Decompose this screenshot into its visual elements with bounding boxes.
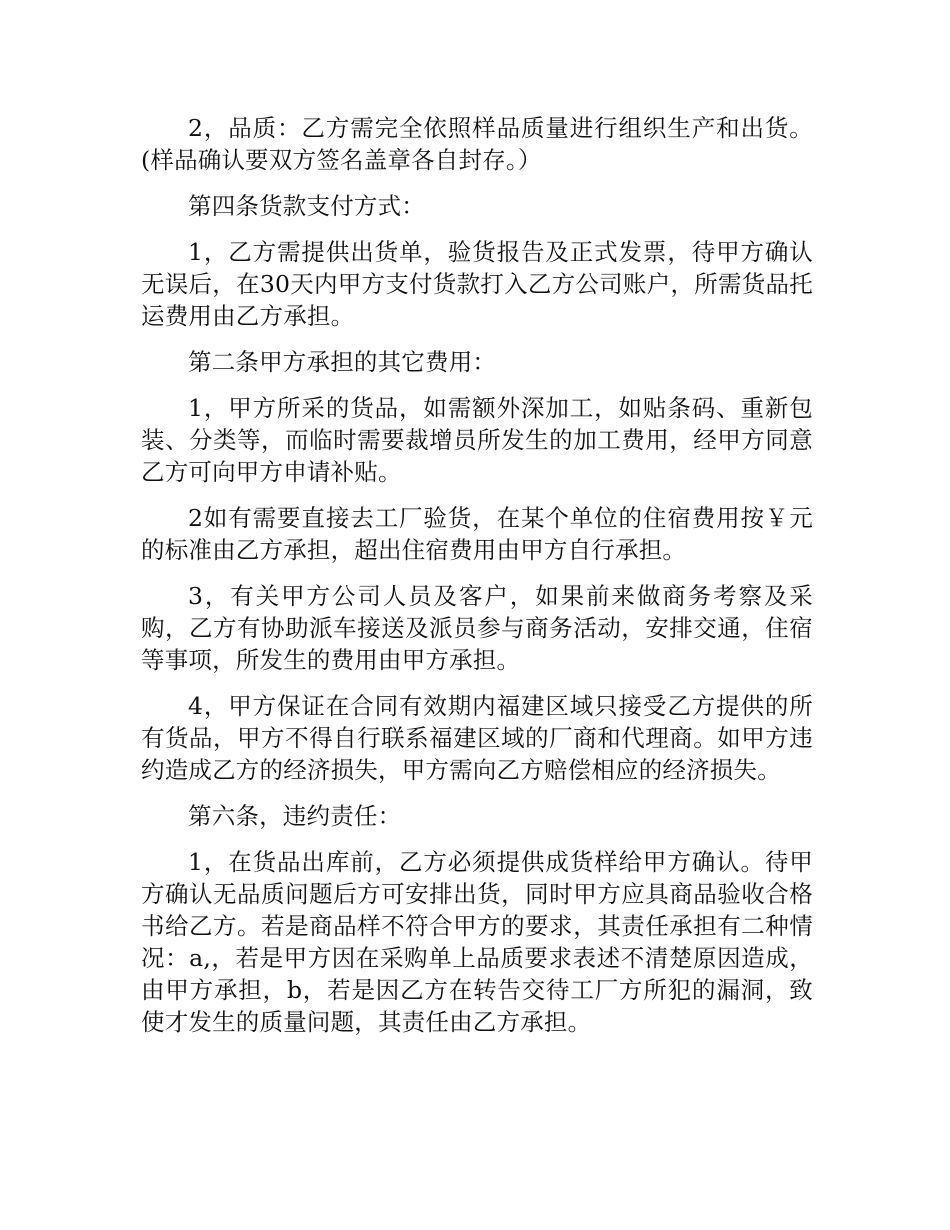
paragraph-liability-clause-1: 1，在货品出库前，乙方必须提供成货样给甲方确认。待甲方确认无品质问题后方可安排出货，同时甲方应具商品验收合格书给乙方。若是商品样不符合甲方的要求，其责任承担有二种情况：a,，若是甲方因在采购单上品质要求表述不清楚原因造成，由甲方承担，b，若是因乙方在转告交待工厂方所犯的漏洞，致使才发生的质量问题，其责任由乙方承担。: [141, 848, 813, 1036]
paragraph-costs-clause-2: 2如有需要直接去工厂验货，在某个单位的住宿费用按￥元的标准由乙方承担，超出住宿费用由甲方自行承担。: [141, 504, 813, 564]
paragraph-payment-clause-1: 1，乙方需提供出货单，验货报告及正式发票，待甲方确认无误后，在30天内甲方支付货款打入乙方公司账户，所需货品托运费用由乙方承担。: [141, 238, 813, 330]
paragraph-costs-clause-4: 4，甲方保证在合同有效期内福建区域只接受乙方提供的所有货品，甲方不得自行联系福建区域的厂商和代理商。如甲方违约造成乙方的经济损失，甲方需向乙方赔偿相应的经济损失。: [141, 692, 813, 784]
heading-article-4-payment: 第四条货款支付方式：: [188, 192, 425, 220]
paragraph-quality-clause: 2，品质：乙方需完全依照样品质量进行组织生产和出货。(样品确认要双方签名盖章各自封存。）: [141, 114, 813, 174]
paragraph-costs-clause-1: 1，甲方所采的货品，如需额外深加工，如贴条码、重新包装、分类等，而临时需要裁增员所发生的加工费用，经甲方同意乙方可向甲方申请补贴。: [141, 394, 813, 486]
paragraph-costs-clause-3: 3，有关甲方公司人员及客户，如果前来做商务考察及采购，乙方有协助派车接送及派员参与商务活动，安排交通，住宿等事项，所发生的费用由甲方承担。: [141, 582, 813, 674]
heading-article-2-other-costs: 第二条甲方承担的其它费用：: [188, 348, 497, 376]
heading-article-6-liability: 第六条，违约责任：: [188, 802, 402, 830]
document-page: [141, 112, 813, 1052]
